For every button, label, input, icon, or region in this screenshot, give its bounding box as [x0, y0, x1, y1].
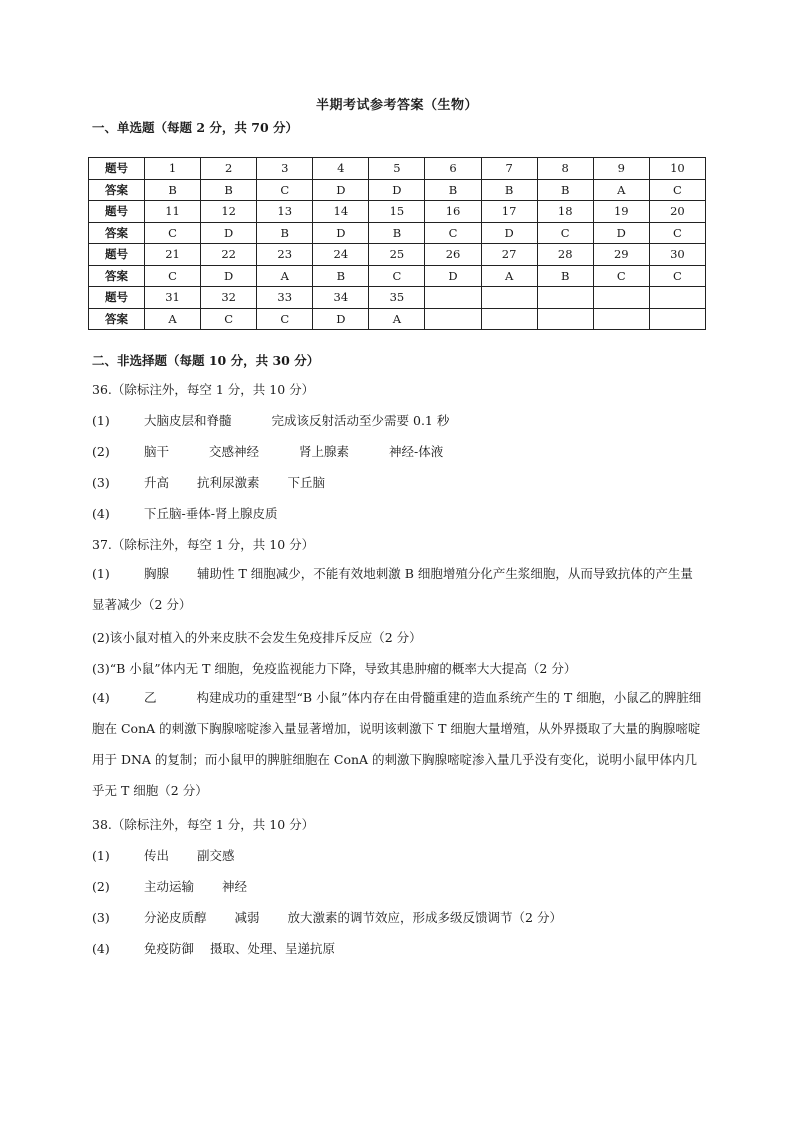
item-number: (4)	[92, 941, 110, 956]
answer-cell: A	[369, 308, 425, 330]
question-number-cell: 17	[481, 201, 537, 223]
question-number-cell: 6	[425, 158, 481, 180]
answer-cell: C	[649, 265, 705, 287]
row-label-answer: 答案	[89, 222, 145, 244]
answer-text: 大脑皮层和脊髓	[144, 413, 232, 428]
q37-item-3: (3)“B 小鼠”体内无 T 细胞，免疫监视能力下降，导致其患肿瘤的概率大大提高（2 分）	[92, 661, 577, 676]
question-number-cell: 10	[649, 158, 705, 180]
answer-cell: C	[201, 308, 257, 330]
item-number: (2)	[92, 879, 110, 894]
row-label-question: 题号	[89, 201, 145, 223]
question-number-cell	[537, 287, 593, 309]
question-number-cell: 32	[201, 287, 257, 309]
question-number-cell: 5	[369, 158, 425, 180]
question-number-cell	[425, 287, 481, 309]
answer-cell	[593, 308, 649, 330]
question-number-cell: 13	[257, 201, 313, 223]
answer-cell: B	[369, 222, 425, 244]
answer-cell: D	[313, 222, 369, 244]
question-number-cell: 31	[145, 287, 201, 309]
row-label-question: 题号	[89, 244, 145, 266]
question-number-cell: 15	[369, 201, 425, 223]
answer-cell: D	[369, 179, 425, 201]
question-number-cell: 18	[537, 201, 593, 223]
answer-cell: D	[201, 222, 257, 244]
answer-cell: A	[481, 265, 537, 287]
question-number-cell: 29	[593, 244, 649, 266]
question-number-cell	[649, 287, 705, 309]
question-number-cell: 20	[649, 201, 705, 223]
answer-cell: C	[425, 222, 481, 244]
section-heading-non-choice: 二、非选择题（每题 10 分，共 30 分）	[92, 353, 320, 368]
answer-cell: C	[257, 179, 313, 201]
answer-table	[88, 157, 706, 330]
item-number: (1)	[92, 413, 110, 428]
question-number-cell: 35	[369, 287, 425, 309]
item-number: (1)	[92, 848, 110, 863]
question-number-cell: 30	[649, 244, 705, 266]
question-number-cell: 33	[257, 287, 313, 309]
answer-cell: C	[537, 222, 593, 244]
answer-cell	[481, 308, 537, 330]
answer-text: 胸腺	[144, 566, 170, 581]
answer-cell: A	[593, 179, 649, 201]
section-heading-single-choice: 一、单选题（每题 2 分，共 70 分）	[92, 120, 299, 135]
q38-item-4	[92, 939, 335, 957]
q38-header: 38.（除标注外，每空 1 分，共 10 分）	[92, 817, 315, 832]
answer-text: 减弱	[234, 910, 260, 925]
row-label-question: 题号	[89, 287, 145, 309]
q36-item-3	[92, 473, 325, 491]
answer-text: 神经	[222, 879, 248, 894]
question-number-cell: 12	[201, 201, 257, 223]
answer-text: 下丘脑	[287, 475, 326, 490]
question-number-cell: 23	[257, 244, 313, 266]
question-number-cell: 2	[201, 158, 257, 180]
answer-cell: D	[481, 222, 537, 244]
question-number-cell: 7	[481, 158, 537, 180]
item-number: (4)	[92, 506, 110, 521]
answer-text: 构建成功的重建型“B 小鼠”体内存在由骨髓重建的造血系统产生的 T 细胞，小鼠乙的脾脏细胞在 ConA 的刺激下胸腺嘧啶渗入量显著增加，说明该刺激下 T 细胞大量增殖，从外界摄取了大量的胸腺嘧啶用于 DNA 的复制；而小鼠甲的脾脏细胞在 ConA 的刺激下胸腺嘧啶渗入量几乎没有变化，说明小鼠甲体内几乎无 T 细胞（2 分）	[92, 690, 702, 798]
answer-text: 主动运输	[144, 879, 195, 894]
answer-text: 神经-体液	[389, 444, 444, 459]
q36-item-2	[92, 442, 443, 460]
answer-cell: C	[649, 179, 705, 201]
item-number: (4)	[92, 690, 110, 705]
question-number-cell: 9	[593, 158, 649, 180]
answer-row	[89, 265, 706, 287]
answer-cell: A	[145, 308, 201, 330]
item-number: (3)	[92, 910, 110, 925]
answer-cell: D	[425, 265, 481, 287]
question-number-cell: 26	[425, 244, 481, 266]
answer-cell: C	[257, 308, 313, 330]
question-number-cell: 16	[425, 201, 481, 223]
answer-text: 脑干	[144, 444, 170, 459]
answer-text: 下丘脑-垂体-肾上腺皮质	[144, 506, 278, 521]
answer-cell: B	[257, 222, 313, 244]
q38-item-3	[92, 908, 562, 926]
question-number-cell: 34	[313, 287, 369, 309]
answer-cell: A	[257, 265, 313, 287]
question-number-cell: 22	[201, 244, 257, 266]
question-number-row	[89, 201, 706, 223]
answer-text: 完成该反射活动至少需要 0.1 秒	[271, 413, 450, 428]
q37-item-2: (2)该小鼠对植入的外来皮肤不会发生免疫排斥反应（2 分）	[92, 630, 422, 645]
answer-cell: D	[313, 308, 369, 330]
answer-cell: C	[145, 265, 201, 287]
answer-text: 放大激素的调节效应，形成多级反馈调节（2 分）	[287, 910, 562, 925]
page-title: 半期考试参考答案（生物）	[315, 98, 478, 113]
question-number-cell: 28	[537, 244, 593, 266]
answer-cell: B	[481, 179, 537, 201]
question-number-cell: 27	[481, 244, 537, 266]
question-number-cell	[593, 287, 649, 309]
q38-item-1	[92, 846, 235, 864]
q37-item-1	[92, 558, 704, 620]
answer-cell: C	[145, 222, 201, 244]
question-number-row	[89, 158, 706, 180]
answer-cell	[425, 308, 481, 330]
item-number: (2)	[92, 444, 110, 459]
question-number-cell: 19	[593, 201, 649, 223]
question-number-row	[89, 244, 706, 266]
answer-text: 抗利尿激素	[197, 475, 260, 490]
answer-cell: C	[369, 265, 425, 287]
answer-text: 乙	[144, 690, 157, 705]
q36-item-1	[92, 411, 449, 429]
question-number-cell: 24	[313, 244, 369, 266]
q36-header: 36.（除标注外，每空 1 分，共 10 分）	[92, 382, 315, 397]
question-number-cell: 25	[369, 244, 425, 266]
question-number-cell: 1	[145, 158, 201, 180]
answer-cell	[649, 308, 705, 330]
q37-item-4	[92, 682, 704, 806]
answer-text: 辅助性 T 细胞减少，不能有效地刺激 B 细胞增殖分化产生浆细胞，从而导致抗体的产生量显著减少（2 分）	[92, 566, 693, 612]
row-label-answer: 答案	[89, 179, 145, 201]
question-number-cell: 11	[145, 201, 201, 223]
question-number-row	[89, 287, 706, 309]
answer-text: 交感神经	[209, 444, 260, 459]
answer-row	[89, 179, 706, 201]
item-number: (3)	[92, 475, 110, 490]
answer-cell: D	[313, 179, 369, 201]
answer-cell: D	[593, 222, 649, 244]
answer-text: 肾上腺素	[299, 444, 350, 459]
row-label-answer: 答案	[89, 265, 145, 287]
answer-cell: C	[593, 265, 649, 287]
answer-cell	[537, 308, 593, 330]
answer-cell: B	[425, 179, 481, 201]
answer-row	[89, 308, 706, 330]
question-number-cell	[481, 287, 537, 309]
row-label-question: 题号	[89, 158, 145, 180]
question-number-cell: 21	[145, 244, 201, 266]
answer-row	[89, 222, 706, 244]
q36-item-4	[92, 504, 277, 522]
answer-text: 摄取、处理、呈递抗原	[210, 941, 336, 956]
answer-cell: D	[201, 265, 257, 287]
answer-cell: C	[649, 222, 705, 244]
answer-cell: B	[201, 179, 257, 201]
q38-item-2	[92, 877, 247, 895]
answer-text: 免疫防御	[144, 941, 195, 956]
answer-text: 传出	[144, 848, 170, 863]
item-number: (1)	[92, 566, 110, 581]
answer-cell: B	[313, 265, 369, 287]
answer-text: 升高	[144, 475, 170, 490]
answer-cell: B	[145, 179, 201, 201]
question-number-cell: 14	[313, 201, 369, 223]
row-label-answer: 答案	[89, 308, 145, 330]
answer-text: 分泌皮质醇	[144, 910, 207, 925]
answer-cell: B	[537, 179, 593, 201]
question-number-cell: 8	[537, 158, 593, 180]
question-number-cell: 4	[313, 158, 369, 180]
question-number-cell: 3	[257, 158, 313, 180]
answer-text: 副交感	[197, 848, 235, 863]
q37-header: 37.（除标注外，每空 1 分，共 10 分）	[92, 537, 315, 552]
answer-cell: B	[537, 265, 593, 287]
